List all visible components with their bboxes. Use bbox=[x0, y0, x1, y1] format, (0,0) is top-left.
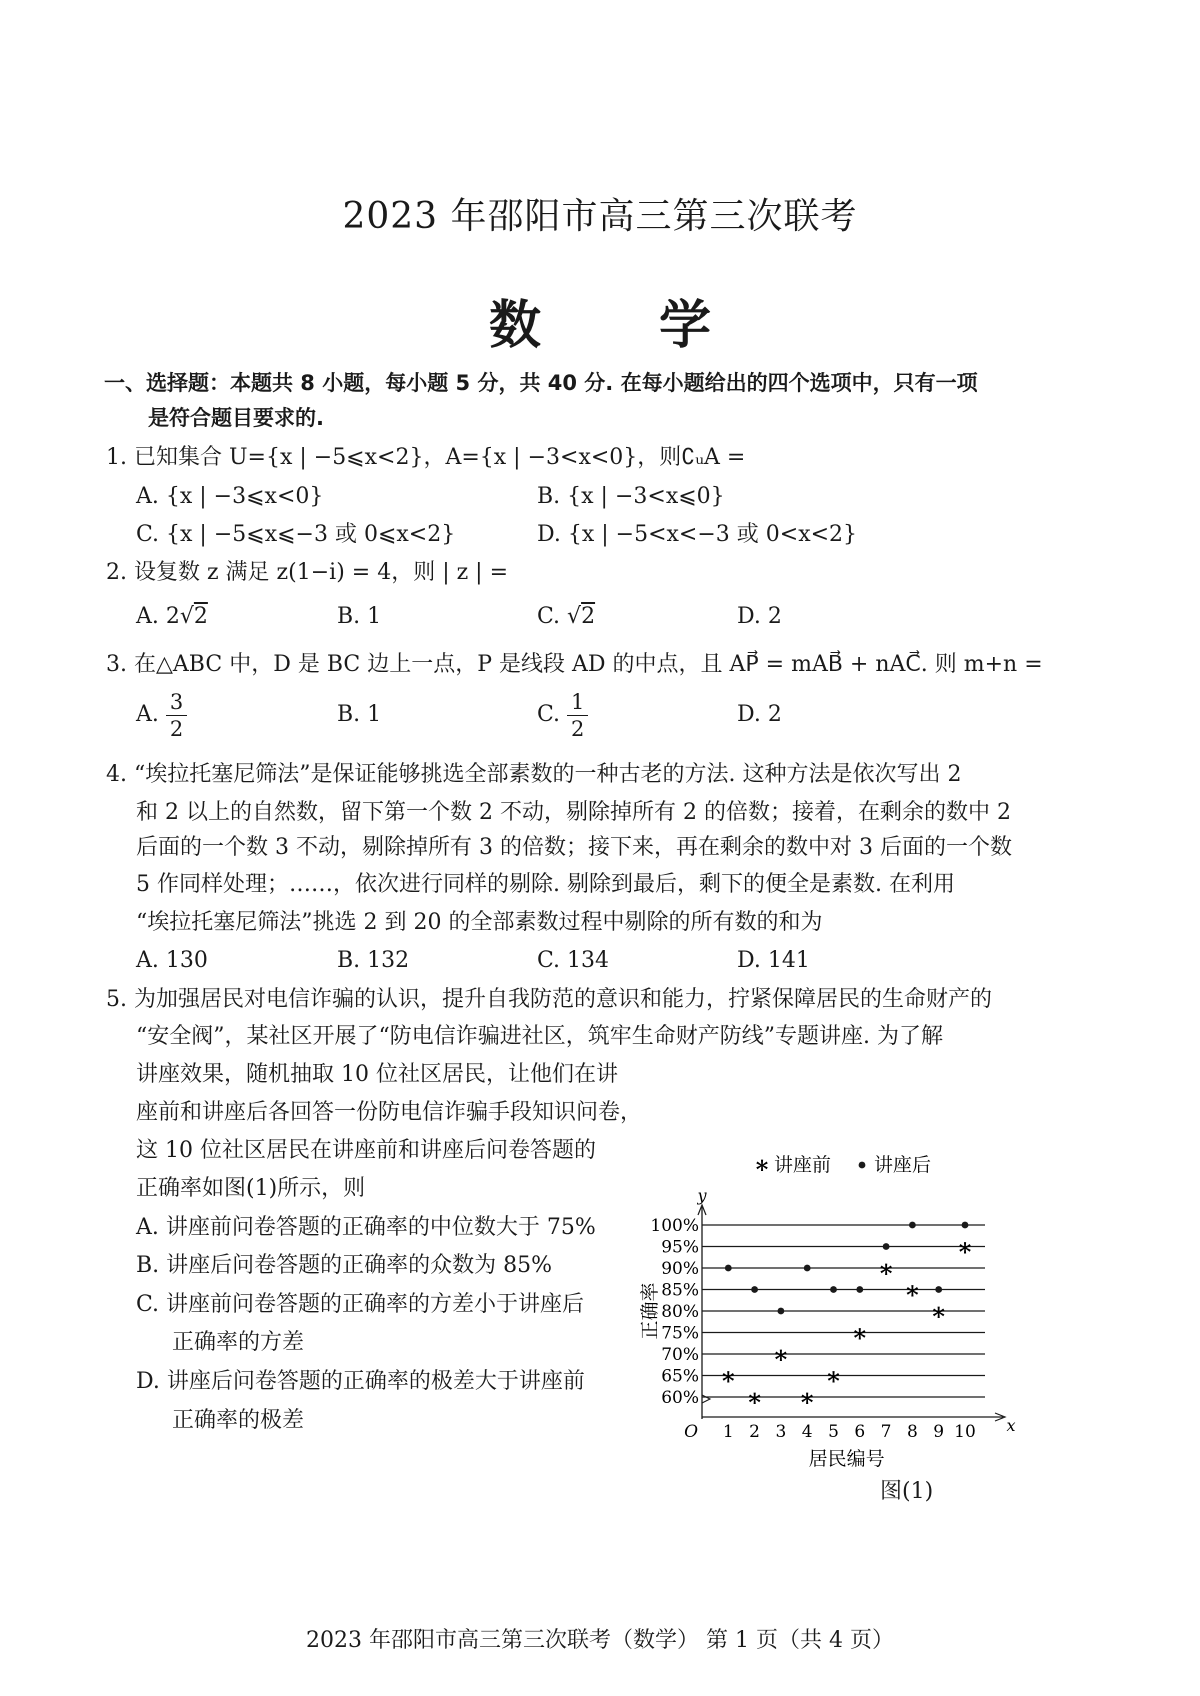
after-lecture-point bbox=[778, 1308, 785, 1315]
before-lecture-point: * bbox=[853, 1323, 867, 1353]
option-c-prefix: C. √ bbox=[537, 604, 582, 629]
figure-caption: 图(1) bbox=[880, 1479, 934, 1504]
before-lecture-point: * bbox=[906, 1280, 919, 1310]
axis-break-mark bbox=[702, 1395, 710, 1403]
x-tick-label: 5 bbox=[828, 1422, 839, 1442]
question-5-option-a: A. 讲座前问卷答题的正确率的中位数大于 75% bbox=[136, 1215, 596, 1240]
fraction-denominator: 2 bbox=[571, 716, 585, 741]
chart-marks bbox=[722, 1222, 972, 1417]
y-tick-label: 60% bbox=[661, 1388, 699, 1408]
after-lecture-point bbox=[751, 1286, 758, 1293]
option-a-radicand: 2 bbox=[193, 604, 208, 629]
legend-after-label: 讲座后 bbox=[874, 1154, 932, 1176]
question-5-option-d: D. 讲座后问卷答题的正确率的极差大于讲座前 bbox=[136, 1369, 585, 1394]
before-lecture-point: * bbox=[958, 1237, 972, 1267]
page-footer: 2023 年邵阳市高三第三次联考（数学） 第 1 页（共 4 页） bbox=[306, 1628, 894, 1653]
legend-after-marker bbox=[859, 1162, 866, 1169]
y-tick-label: 65% bbox=[661, 1366, 699, 1387]
before-lecture-point: * bbox=[722, 1366, 735, 1396]
y-tick-label: 85% bbox=[661, 1280, 699, 1301]
after-lecture-point bbox=[935, 1286, 942, 1293]
fraction-numerator: 3 bbox=[166, 689, 187, 716]
legend-before-label: 讲座前 bbox=[774, 1154, 832, 1176]
question-3-option-a bbox=[136, 688, 187, 742]
subject-title: 数 学 bbox=[488, 296, 762, 356]
x-tick-label: 4 bbox=[801, 1422, 813, 1442]
x-tick-label: 9 bbox=[933, 1422, 945, 1442]
question-5-option-b: B. 讲座后问卷答题的正确率的众数为 85% bbox=[136, 1253, 553, 1278]
y-tick-label: 75% bbox=[661, 1323, 699, 1344]
question-3-option-d: D. 2 bbox=[737, 702, 782, 727]
x-tick-label: 7 bbox=[880, 1422, 892, 1442]
question-3-option-c bbox=[537, 688, 588, 742]
after-lecture-point bbox=[883, 1243, 890, 1250]
question-4-option-b: B. 132 bbox=[337, 948, 410, 973]
y-axis-name: y bbox=[697, 1186, 707, 1205]
option-c-label: C. bbox=[537, 702, 561, 727]
question-1-option-d: D. {x | −5<x<−3 或 0<x<2} bbox=[537, 522, 858, 547]
question-4-line: 5 作同样处理；……，依次进行同样的剔除. 剔除到最后，剩下的便全是素数. 在利用 bbox=[136, 872, 955, 897]
x-tick-label: 2 bbox=[749, 1422, 761, 1442]
y-axis-label: 正确率 bbox=[639, 1282, 661, 1340]
after-lecture-point bbox=[909, 1222, 916, 1229]
question-5-line: 5. 为加强居民对电信诈骗的认识，提升自我防范的意识和能力，拧紧保障居民的生命财产的 bbox=[106, 987, 992, 1012]
question-2-option-d: D. 2 bbox=[737, 604, 782, 629]
x-tick-label: 3 bbox=[775, 1422, 787, 1442]
question-4-line: 和 2 以上的自然数，留下第一个数 2 不动，剔除掉所有 2 的倍数；接着，在剩余的数中 2 bbox=[136, 800, 1011, 825]
x-tick-label: 6 bbox=[854, 1422, 866, 1442]
question-2-option-b: B. 1 bbox=[337, 604, 382, 629]
fraction-numerator: 1 bbox=[567, 689, 588, 716]
question-1-option-a: A. {x | −3⩽x<0} bbox=[136, 484, 324, 509]
x-tick-label: 8 bbox=[906, 1422, 918, 1442]
question-5-option-c-cont: 正确率的方差 bbox=[172, 1330, 305, 1355]
question-4-option-c: C. 134 bbox=[537, 948, 610, 973]
question-1-option-b: B. {x | −3<x⩽0} bbox=[537, 484, 725, 509]
question-2-option-a bbox=[136, 602, 208, 632]
accuracy-scatter-chart bbox=[639, 1140, 1020, 1470]
option-a-prefix: A. 2√ bbox=[136, 604, 194, 629]
question-4-line: “埃拉托塞尼筛法”挑选 2 到 20 的全部素数过程中剔除的所有数的和为 bbox=[136, 910, 823, 935]
question-4-option-a: A. 130 bbox=[136, 948, 208, 973]
before-lecture-point: * bbox=[879, 1259, 893, 1288]
after-lecture-point bbox=[830, 1286, 837, 1293]
after-lecture-point bbox=[804, 1265, 811, 1272]
x-tick-label: 10 bbox=[954, 1422, 976, 1442]
question-2-stem: 2. 设复数 z 满足 z(1−i) = 4，则 | z | = bbox=[106, 560, 509, 585]
before-lecture-point: * bbox=[748, 1388, 761, 1417]
fraction-one-half bbox=[567, 689, 588, 742]
after-lecture-point bbox=[962, 1222, 969, 1229]
x-axis-name: x bbox=[1006, 1416, 1016, 1435]
x-tick-label: 1 bbox=[722, 1422, 734, 1442]
legend-before-marker: * bbox=[755, 1155, 769, 1184]
question-5-line: 这 10 位社区居民在讲座前和讲座后问卷答题的 bbox=[136, 1138, 596, 1163]
question-5-line: 正确率如图(1)所示，则 bbox=[136, 1176, 366, 1201]
question-3-option-b: B. 1 bbox=[337, 702, 382, 727]
after-lecture-point bbox=[725, 1265, 732, 1272]
before-lecture-point: * bbox=[774, 1345, 788, 1374]
after-lecture-point bbox=[856, 1286, 863, 1293]
y-tick-label: 80% bbox=[661, 1302, 699, 1322]
fraction-three-halves bbox=[166, 689, 187, 742]
question-2-option-c bbox=[537, 602, 595, 632]
question-1-option-c: C. {x | −5⩽x⩽−3 或 0⩽x<2} bbox=[136, 522, 456, 547]
section-heading: 一、选择题：本题共 8 小题，每小题 5 分，共 40 分. 在每小题给出的四个选项中，只有一项 bbox=[104, 371, 978, 395]
question-4-option-d: D. 141 bbox=[737, 948, 810, 973]
before-lecture-point: * bbox=[800, 1388, 814, 1417]
option-a-label: A. bbox=[136, 702, 159, 727]
y-tick-label: 100% bbox=[650, 1216, 699, 1236]
question-1-stem: 1. 已知集合 U={x | −5⩽x<2}，A={x | −3<x<0}，则∁ᵤA = bbox=[106, 445, 746, 470]
before-lecture-point: * bbox=[827, 1366, 840, 1396]
question-4-line: 4. “埃拉托塞尼筛法”是保证能够挑选全部素数的一种古老的方法. 这种方法是依次写出 2 bbox=[106, 762, 962, 787]
before-lecture-point: * bbox=[932, 1302, 945, 1331]
exam-title: 2023 年邵阳市高三第三次联考 bbox=[342, 196, 858, 237]
chart-legend bbox=[756, 1154, 931, 1184]
x-axis-label: 居民编号 bbox=[808, 1448, 885, 1470]
chart-axes bbox=[639, 1186, 1016, 1470]
question-5-option-c: C. 讲座前问卷答题的正确率的方差小于讲座后 bbox=[136, 1292, 585, 1317]
question-5-line: “安全阀”，某社区开展了“防电信诈骗进社区，筑牢生命财产防线”专题讲座. 为了解 bbox=[136, 1024, 943, 1049]
question-4-line: 后面的一个数 3 不动，剔除掉所有 3 的倍数；接下来，再在剩余的数中对 3 后面的一个数 bbox=[136, 835, 1012, 860]
section-heading-cont: 是符合题目要求的. bbox=[148, 406, 324, 430]
origin-label: O bbox=[684, 1422, 698, 1442]
y-tick-label: 95% bbox=[661, 1237, 699, 1258]
question-3-stem: 3. 在△ABC 中，D 是 BC 边上一点，P 是线段 AD 的中点，且 AP⃗ = mAB⃗ + nAC⃗. 则 m+n = bbox=[106, 652, 1043, 677]
question-5-line: 座前和讲座后各回答一份防电信诈骗手段知识问卷， bbox=[136, 1100, 643, 1125]
y-tick-label: 70% bbox=[661, 1345, 699, 1365]
question-5-option-d-cont: 正确率的极差 bbox=[172, 1408, 305, 1433]
y-tick-label: 90% bbox=[661, 1259, 699, 1279]
fraction-denominator: 2 bbox=[169, 716, 184, 741]
question-5-line: 讲座效果，随机抽取 10 位社区居民，让他们在讲 bbox=[136, 1062, 618, 1087]
option-c-radicand: 2 bbox=[581, 604, 596, 629]
